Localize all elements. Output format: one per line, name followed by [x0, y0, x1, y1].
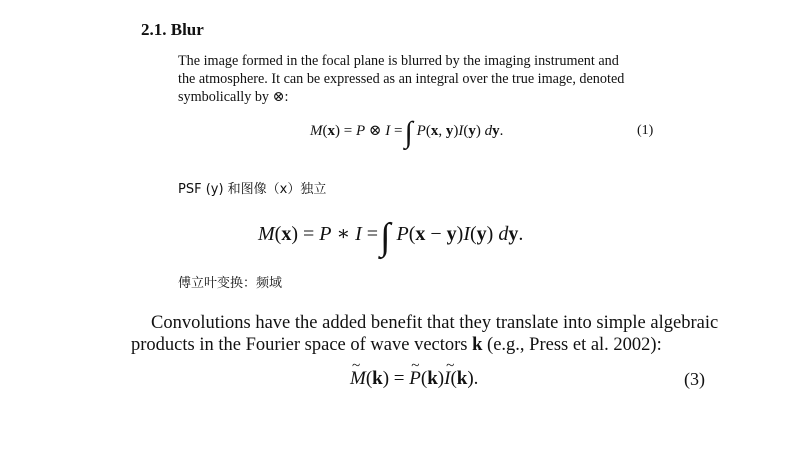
equation-1-number: (1)	[637, 123, 654, 138]
equation-3-number: (3)	[684, 369, 705, 389]
equation-1	[310, 113, 503, 149]
section-number: 2.1.	[141, 20, 167, 39]
handwritten-note-fourier: 傅立叶变换：频域	[178, 276, 283, 291]
section-title: Blur	[170, 20, 204, 39]
paragraph-line: Convolutions have the added benefit that they translate into simple algebraic	[151, 313, 719, 333]
handwritten-note-psf: PSF (y) 和图像（x）独立	[178, 182, 327, 197]
integral-sign: ∫	[380, 216, 391, 258]
paragraph-line: products in the Fourier space of wave vectors k (e.g., Press et al. 2002):	[131, 335, 662, 355]
paragraph-blur-intro	[178, 52, 660, 106]
paragraph-line: the atmosphere. It can be expressed as an integral over the true image, denoted	[178, 71, 625, 87]
paragraph-line: symbolically by ⊗:	[178, 89, 289, 105]
section-heading	[141, 20, 204, 40]
equation-2-lhs: M(x) = P ∗ I =	[258, 223, 379, 245]
equation-2	[258, 212, 523, 256]
integral-sign: ∫	[404, 116, 413, 149]
paragraph-line: The image formed in the focal plane is blurred by the imaging instrument and	[178, 53, 619, 69]
equation-1-lhs: M(x) = P ⊗ I =	[310, 123, 403, 139]
equation-2-rhs: P(x − y)I(y) dy.	[396, 223, 524, 245]
equation-3: ~ M(k) = ~ P(k)~ I(k).	[350, 364, 478, 394]
equation-1-rhs: P(x, y)I(y) dy.	[416, 123, 504, 139]
paragraph-convolution	[131, 312, 719, 356]
